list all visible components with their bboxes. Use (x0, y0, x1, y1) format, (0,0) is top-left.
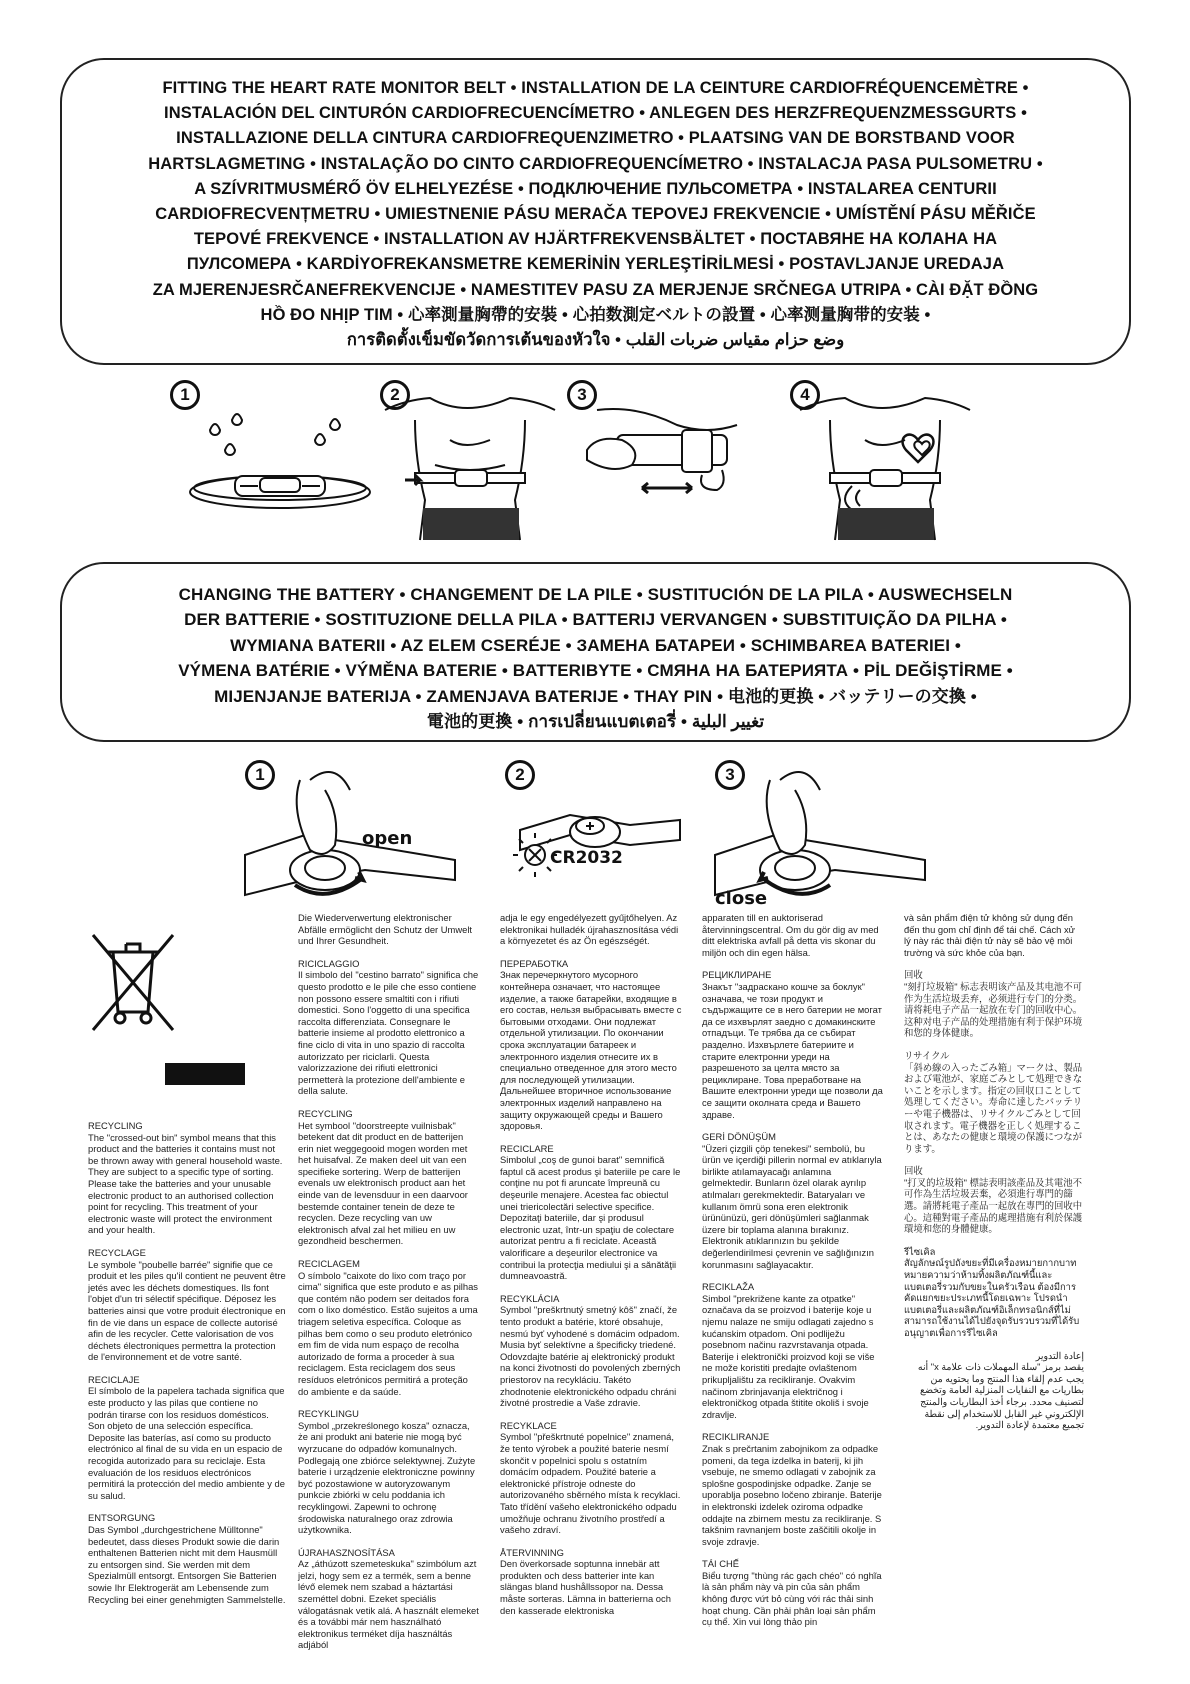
battery-step-1 (240, 760, 470, 910)
step-number: 1 (245, 760, 275, 790)
fitting-title-line: CARDIOFRECVENȚMETRU • UMIESTNENIE PÁSU MERAČA TEPOVEJ FREKVENCIE • UMÍSTĚNÍ PÁSU MĚŘIČE (155, 205, 1036, 224)
recycling-heading: RECYKLINGU (298, 1408, 359, 1420)
recycling-text: Biểu tượng "thùng rác gạch chéo" có nghĩa là sản phẩm này và pin của sản phẩm không được vứt bỏ cùng với rác thải sinh hoạt chung. Cần phải phân loại sản phẩm cụ thể. Xin vui lòng thảo pin (702, 1569, 882, 1628)
recycling-heading: RECICLAGEM (298, 1258, 360, 1270)
battery-title-line: CHANGING THE BATTERY • CHANGEMENT DE LA PILE • SUSTITUCIÓN DE LA PILA • AUSWECHSELN (178, 585, 1013, 604)
recycling-heading: RECYKLACE (500, 1419, 557, 1431)
torso-belt-illustration (375, 380, 565, 550)
recycling-column-1 (88, 1120, 288, 1605)
recycling-text: The "crossed-out bin" symbol means that this product and the batteries it contains must not be thrown away with general household waste. They are subject to a specific type of sorting. Please take the batteries and your unusable electronic product to an authorised collection point for recycling. This treatment of your electronic waste will protect the environment and your health. (88, 1131, 283, 1236)
recycling-text: Знакът "задраскано кошче за боклук" означава, че този продукт и съдържащите се в него батерии не могат да се изхвърлят заедно с домакинските отпадъци. Те трябва да се събират разделно. Изхвърлете батериите и старите електронни уреди на разрешеното за целта място за рециклиране. Това преработване на Вашите електронни уреди ще позволи да се защити околната среда и Вашето здраве. (702, 980, 883, 1120)
recycling-text: Le symbole "poubelle barrée" signifie que ce produit et les piles qu'il contient ne peuvent être jetés avec les déchets domestiques. Ils font l'objet d'un tri sélectif spécifique. Déposez les batteries ainsi que votre produit électronique en fin de vie dans un espace de collecte autorisé afin de les recycler. Cette valorisation de vos déchets électroniques permettra la protection de l'environnement et de votre santé. (88, 1258, 286, 1363)
black-bar (165, 1063, 245, 1085)
recycling-text: Symbol „przekreślonego kosza" oznacza, że ani produkt ani baterie nie mogą być wyrzucane do odpadów komunalnych. Podlegają one zbiórce selektywnej. Zużyte baterie i urządzenie elektroniczne powinny być pozostawione w autoryzowanym punkcie zbiórki w celu poddania ich recyklingowi. Zapewni to ochronę środowiska naturalnego oraz zdrowia użytkownika. (298, 1419, 476, 1536)
battery-title (62, 564, 1129, 734)
recycling-text: O símbolo "caixote do lixo com traço por cima" significa que este produto e as pilhas que contém não podem ser deitados fora com o lixo doméstico. Estão sujeitos a uma triagem seletiva específica. Coloque as pilhas bem como o seu produto eletrónico em fim de vida num espaço de recolha autorizado de forma a proceder à sua reciclagem. Esta reciclagem dos seus resíduos eletrónicos permitirá a proteção do ambiente e da saúde. (298, 1269, 478, 1397)
recycling-text: يقصد برمز "سلة المهملات ذات علامة x" أنه يجب عدم إلقاء هذا المنتج وما يحتويه من بطاريات مع النفايات المنزلية العامة وتخضع لتصنيف محدد. برجاء أخذ البطاريات والمنتج الإلكتروني غير القابل للاستخدام إلى نقطة تجميع معتمدة لإعادة التدوير. (917, 1361, 1084, 1431)
battery-title-line: DER BATTERIE • SOSTITUZIONE DELLA PILA • BATTERIJ VERVANGEN • SUBSTITUIÇÃO DA PILHA • (184, 610, 1007, 630)
fitting-step-1 (170, 380, 380, 520)
recycling-text: "刻打垃圾箱" 标志表明该产品及其电池不可作为生活垃圾丢弃，必须进行专门的分类。请将耗电子产品一起放在专门的回收中心。这种对电子产品的处理措施有利于保护环境和您的身体健康。 (904, 980, 1083, 1039)
battery-cell-illustration (500, 760, 690, 910)
battery-type-label: CR2032 (550, 848, 623, 868)
wet-belt-illustration (170, 380, 380, 520)
close-label: close (715, 888, 768, 909)
recycling-heading: TÁI CHẾ (702, 1558, 739, 1570)
recycling-column-4 (702, 912, 884, 1628)
recycling-column-3 (500, 912, 682, 1616)
recycling-heading: РЕЦИКЛИРАНЕ (702, 969, 772, 981)
recycling-heading: 回收 (904, 969, 923, 981)
recycling-heading: 回收 (904, 1165, 923, 1177)
step-number: 4 (790, 380, 820, 410)
fitting-title-line: A SZÍVRITMUSMÉRŐ ÖV ELHELYEZÉSE • ПОДКЛЮЧЕНИЕ ПУЛЬСОМЕТРА • INSTALAREA CENTURII (194, 179, 997, 198)
fitting-title (62, 60, 1129, 353)
recycling-heading: RECICLARE (500, 1142, 554, 1154)
recycling-heading: リサイクル (904, 1049, 950, 1061)
battery-title-line: WYMIANA BATERII • AZ ELEM CSERÉJE • ЗАМЕНА БАТАРЕИ • SCHIMBAREA BATERIEI • (230, 635, 961, 655)
recycling-heading: إعادة التدوير (1035, 1349, 1084, 1361)
step-number: 2 (505, 760, 535, 790)
fitting-title-line: FITTING THE HEART RATE MONITOR BELT • INSTALLATION DE LA CEINTURE CARDIOFRÉQUENCEMÈTRE • (162, 79, 1029, 97)
battery-title-frame (60, 562, 1131, 742)
recycling-column-5 (904, 912, 1084, 1431)
recycling-heading: RECYCLING (298, 1107, 353, 1119)
fitting-title-line: INSTALLAZIONE DELLA CINTURA CARDIOFREQUENZIMETRO • PLAATSING VAN DE BORSTBAND VOOR (176, 129, 1015, 148)
fitting-step-3 (567, 380, 767, 530)
recycling-heading: RICICLAGGIO (298, 957, 360, 969)
recycling-text: Het symbool "doorstreepte vuilnisbak" betekent dat dit product en de batterijen erin niet weggegooid mogen worden met het huisafval. Ze maken deel uit van een specifieke sortering. Werp de batterijen evenals uw elektronisch product aan het einde van de levensduur in een daarvoor bestemde container tenein de deze te recyclen. Deze recycling van uw elektronisch afval zal het milieu en uw gezondheid beschermen. (298, 1119, 468, 1247)
recycling-text: Den överkorsade soptunna innebär att produkten och dess batterier inte kan slängas bland hushållssopor na. Dessa måste sorteras. Lämna in batterierna och den kasserade elektroniska (500, 1558, 671, 1616)
battery-title-line: MIJENJANJE BATERIJA • ZAMENJAVA BATERIJE • THAY PIN • 电池的更换 • バッテリーの交換 • (214, 686, 977, 706)
recycling-column-2 (298, 912, 480, 1651)
fitting-title-line: HỒ ĐO NHỊP TIM • 心率測量胸帶的安裝 • 心拍数測定ベルトの設置 • 心率测量胸带的安装 • (260, 305, 931, 324)
recycling-text: Il simbolo del "cestino barrato" significa che questo prodotto e le pile che esso contiene non possono essere smaltiti con i rifiuti domestici. Sono l'oggetto di una specifica raccolta differenziata. Consegnare le batterie insieme al prodotto elettronico a fine ciclo di vita in uno spazio di raccolta autorizzato per riciclarli. Questa valorizzazione dei rifiuti elettronici permetterà la protezione dell'ambiente e della salute. (298, 969, 479, 1097)
battery-title-line: VÝMENA BATÉRIE • VÝMĚNA BATERIE • BATTERIBYTE • СМЯНА НА БАТЕРИЯТА • PİL DEĞİŞTİRME • (178, 661, 1013, 681)
recycling-heading: RECYCLING (88, 1120, 143, 1131)
recycling-heading: RECIKLAŽA (702, 1281, 755, 1293)
battery-step-3 (710, 760, 940, 920)
fitting-step-4 (790, 380, 980, 550)
recycling-text: Das Symbol „durchgestrichene Mülltonne" bedeutet, dass dieses Produkt sowie die darin enthaltenen Batterien nicht mit dem Hausmüll zu entsorgen sind. Sie werden mit dem Spezialmüll entsorgt. Entsorgen Sie Batterien sowie Ihr Elektrogerät am Lebensende zum Recycling bei einer genehmigten Sammelstelle. (88, 1524, 286, 1605)
recycling-text: và sản phẩm điện tử không sử dụng đến đến thu gom chỉ định để tái chế. Cách xử lý này rác thải điện tử này sẽ bảo vệ môi trường và sức khỏe của bạn. (904, 912, 1075, 958)
recycling-text: "Üzeri çizgili çöp tenekesi" sembolü, bu ürün ve içerdiği pillerin normal ev atıklarıyla birlikte atılamayacağı anlamına gelmektedir. Bunların özel olarak ayrılıp atılmaları gerekmektedir. Bataryaları ve kullanım ömrü sona eren elektronik ürününüzü, geri dönüşümleri sağlanmak üzere bir toplama alanına bırakınız. Elektronik atıklarınızın bu şekilde değerlendirilmesi çevrenin ve sağlığınızın korunmasını sağlayacaktır. (702, 1142, 882, 1270)
recycling-text: Az „áthúzott szemeteskuka" szimbólum azt jelzi, hogy sem ez a termék, sem a benne lévő elemek nem szabad a háztartási szeméttel dobni. Ezeket speciális válogatásnak vetik alá. A használt elemeket és a további már nem használható elektronikus terméket díja használtás adjából (298, 1558, 479, 1651)
recycling-text: Znak s prečrtanim zabojnikom za odpadke pomeni, da tega izdelka in baterij, ki jih vsebuje, ne smemo odlagati v zabojnik za splošne gospodinjske odpadke. Zanje se uporablja posebno ločeno zbiranje. Baterije in elektronski izdelek oziroma odpadke oddajte na zbirnem mestu za recikliranje. S takšnim ravnanjem boste zaščitili okolje in svoje zdravje. (702, 1442, 882, 1547)
battery-title-line: 電池的更換 • การเปลี่ยนแบตเตอรี่ • تغيير البلية (426, 712, 765, 732)
fitting-title-frame (60, 58, 1131, 365)
fitting-title-line: ZA MJERENJESRČANEFREKVENCIJE • NAMESTITEV PASU ZA MERJENJE SRČNEGA UTRIPA • CÀI ĐẶT ĐỒNG (152, 280, 1039, 299)
heart-torso-illustration (790, 380, 980, 550)
recycling-heading: ÚJRAHASZNOSÍTÁSA (298, 1546, 395, 1558)
recycling-heading: รีไซเคิล (904, 1245, 936, 1257)
fitting-step-2 (375, 380, 565, 550)
recycling-text: apparaten till en auktoriserad återvinningscentral. Om du gör dig av med ditt elektriska avfall på detta vis skonar du miljön och din egen hälsa. (702, 912, 879, 958)
step-number: 3 (715, 760, 745, 790)
recycling-text: "打叉的垃圾箱" 標誌表明該產品及其電池不可作為生活垃圾丟棄，必須進行專門的篩選。請將耗電子產品一起放在專門的回收中心。這種對電子產品的處理措施有利於保護環境和您的身體健康。 (904, 1176, 1083, 1235)
fitting-title-line: ПУЛСОМЕРА • KARDİYOFREKANSMETRE KEMERİNİN YERLEŞTİRİLMESİ • POSTAVLJANJE UREDAJA (186, 255, 1005, 274)
recycling-text: Symbol "preškrtnutý smetný kôš" značí, že tento produkt a batérie, ktoré obsahuje, nesmú byť vyhodené s domácim odpadom. Musia byť selektívne a špecificky triedené. Odovzdajte batérie aj elektronický produkt na konci životnosti do povolených zberných priestorov na recykláciu. Takéto zhodnotenie elektronického odpadu chráni životné prostredie a Vaše zdravie. (500, 1304, 681, 1409)
recycling-text: Die Wiederverwertung elektronischer Abfälle ermöglicht den Schutz der Umwelt und Ihrer Gesundheit. (298, 912, 473, 947)
step-number: 2 (380, 380, 410, 410)
fitting-title-line: INSTALACIÓN DEL CINTURÓN CARDIOFRECUENCÍMETRO • ANLEGEN DES HERZFREQUENZMESSGURTS • (164, 104, 1027, 123)
recycling-text: adja le egy engedélyezett gyűjtőhelyen. Az elektronikai hulladék újrahasznosítása védi a környezetet és az Ön egészségét. (500, 912, 679, 947)
recycling-heading: RECIKLIRANJE (702, 1431, 770, 1443)
recycling-text: El símbolo de la papelera tachada significa que este producto y las pilas que contiene no podrán tirarse con los residuos domésticos. Son objeto de una selección específica. Deposite las baterías, así como su producto electrónico al final de su vida en un espacio de recogida autorizado para su reciclaje. Esta evaluación de los residuos electrónicos permitirá la protección del medio ambiente y de su salud. (88, 1385, 285, 1501)
recycling-text: 「斜め線の入ったごみ箱」マークは、製品および電池が、家庭ごみとして処理できないことを示します。指定の回収口ことして処理してください。寿命に達したバッテリーや電子機器は、リサイクルごみとして回収されます。電子機器を正しく処理することは、あなたの健康と環境の保護につながります。 (904, 1061, 1083, 1154)
recycling-text: สัญลักษณ์รูปถังขยะที่มีเครื่องหมายกากบาท หมายความว่าห้ามทิ้งผลิตภัณฑ์นี้และแบตเตอรี่รวมกับขยะในครัวเรือน ต้องมีการคัดแยกขยะประเภทนี้โดยเฉพาะ โปรดนำแบตเตอรี่และผลิตภัณฑ์อิเล็กทรอนิกส์ที่ไม่สามารถใช้งานได้ไปยังจุดรับรวบรวมที่ได้รับอนุญาตเพื่อการรีไซเคิล (904, 1257, 1080, 1338)
fitting-title-line: HARTSLAGMETING • INSTALAÇÃO DO CINTO CARDIOFREQUENCÍMETRO • INSTALACJA PASA PULSOMETRU • (148, 154, 1043, 173)
recycling-text: Simbol "prekrižene kante za otpatke" označava da se proizvod i baterije koje u njemu nalaze ne smiju odlagati zajedno s kućanskim otpadom. Oni podliježu posebnom načinu razvrstavanja otpada. Baterije i elektronički proizvod koji se više ne može koristiti predajte ovlaštenom prikupljalištu za recikliranje. Ovakvim načinom zbrinjavanja električnog i elektroničkog otpada štitite okoliš i svoje zdravlje. (702, 1292, 875, 1420)
recycling-text: Simbolul „coş de gunoi barat" semnifică faptul că acest produs şi bateriile pe care le conţine nu pot fi aruncate împreună cu deşeurile menajere. Acestea fac obiectul unei triericolectări selective specifice. Depozitaţi bateriile, dar şi produsul electronic uzat, într-un spaţiu de colectare autorizat pentru a fi reciclate. Această valorificare a deşeurilor electronice va contribui la protecţia mediului şi a sănătăţii dumneavoastră. (500, 1154, 681, 1282)
open-cover-illustration (240, 760, 470, 910)
step-number: 1 (170, 380, 200, 410)
step-number: 3 (567, 380, 597, 410)
recycling-heading: GERİ DÖNÜŞÜM (702, 1131, 776, 1143)
crossed-bin-icon (88, 930, 178, 1035)
open-label: open (362, 828, 413, 849)
recycling-heading: RECICLAJE (88, 1373, 140, 1385)
recycling-heading: ПЕРЕРАБОТКА (500, 957, 569, 969)
fitting-title-line: การติดตั้งเข็มขัดวัดการเต้นของหัวใจ • وضع حزام مقياس ضربات القلب (346, 331, 845, 350)
recycling-heading: RECYCLAGE (88, 1246, 146, 1258)
recycling-heading: RECYKLÁCIA (500, 1292, 560, 1304)
battery-step-2 (500, 760, 690, 910)
clip-transmitter-illustration (567, 380, 767, 530)
recycling-heading: ÅTERVINNING (500, 1546, 564, 1558)
recycling-text: Symbol "přeškrtnuté popelnice" znamená, že tento výrobek a použité baterie nesmí skončit v popelnici spolu s ostatním domácím odpadem. Použité baterie a elektronické přístroje odneste do autorizovaného sběrného místa k recyklaci. Tato třídění vašeho elektronického odpadu umožňuje ochranu životního prostředí a vašeho zdraví. (500, 1431, 681, 1536)
recycling-text: Знак перечеркнутого мусорного контейнера означает, что настоящее изделие, а также батарейки, входящие в его состав, нельзя выбрасывать вместе с бытовыми отходами. Они подлежат отдельной утилизации. По окончании срока эксплуатации батареек и электронного изделия отнесите их в специально отведенное для этого место для последующей утилизации. Дальнейшее вторичное использование электронных изделий направлено на защиту окружающей среды и Вашего здоровья. (500, 969, 682, 1132)
recycling-heading: ENTSORGUNG (88, 1512, 156, 1524)
fitting-title-line: TEPOVÉ FREKVENCE • INSTALLATION AV HJÄRTFREKVENSBÄLTET • ПОСТАВЯНЕ НА КОЛАНА НА (193, 230, 998, 249)
